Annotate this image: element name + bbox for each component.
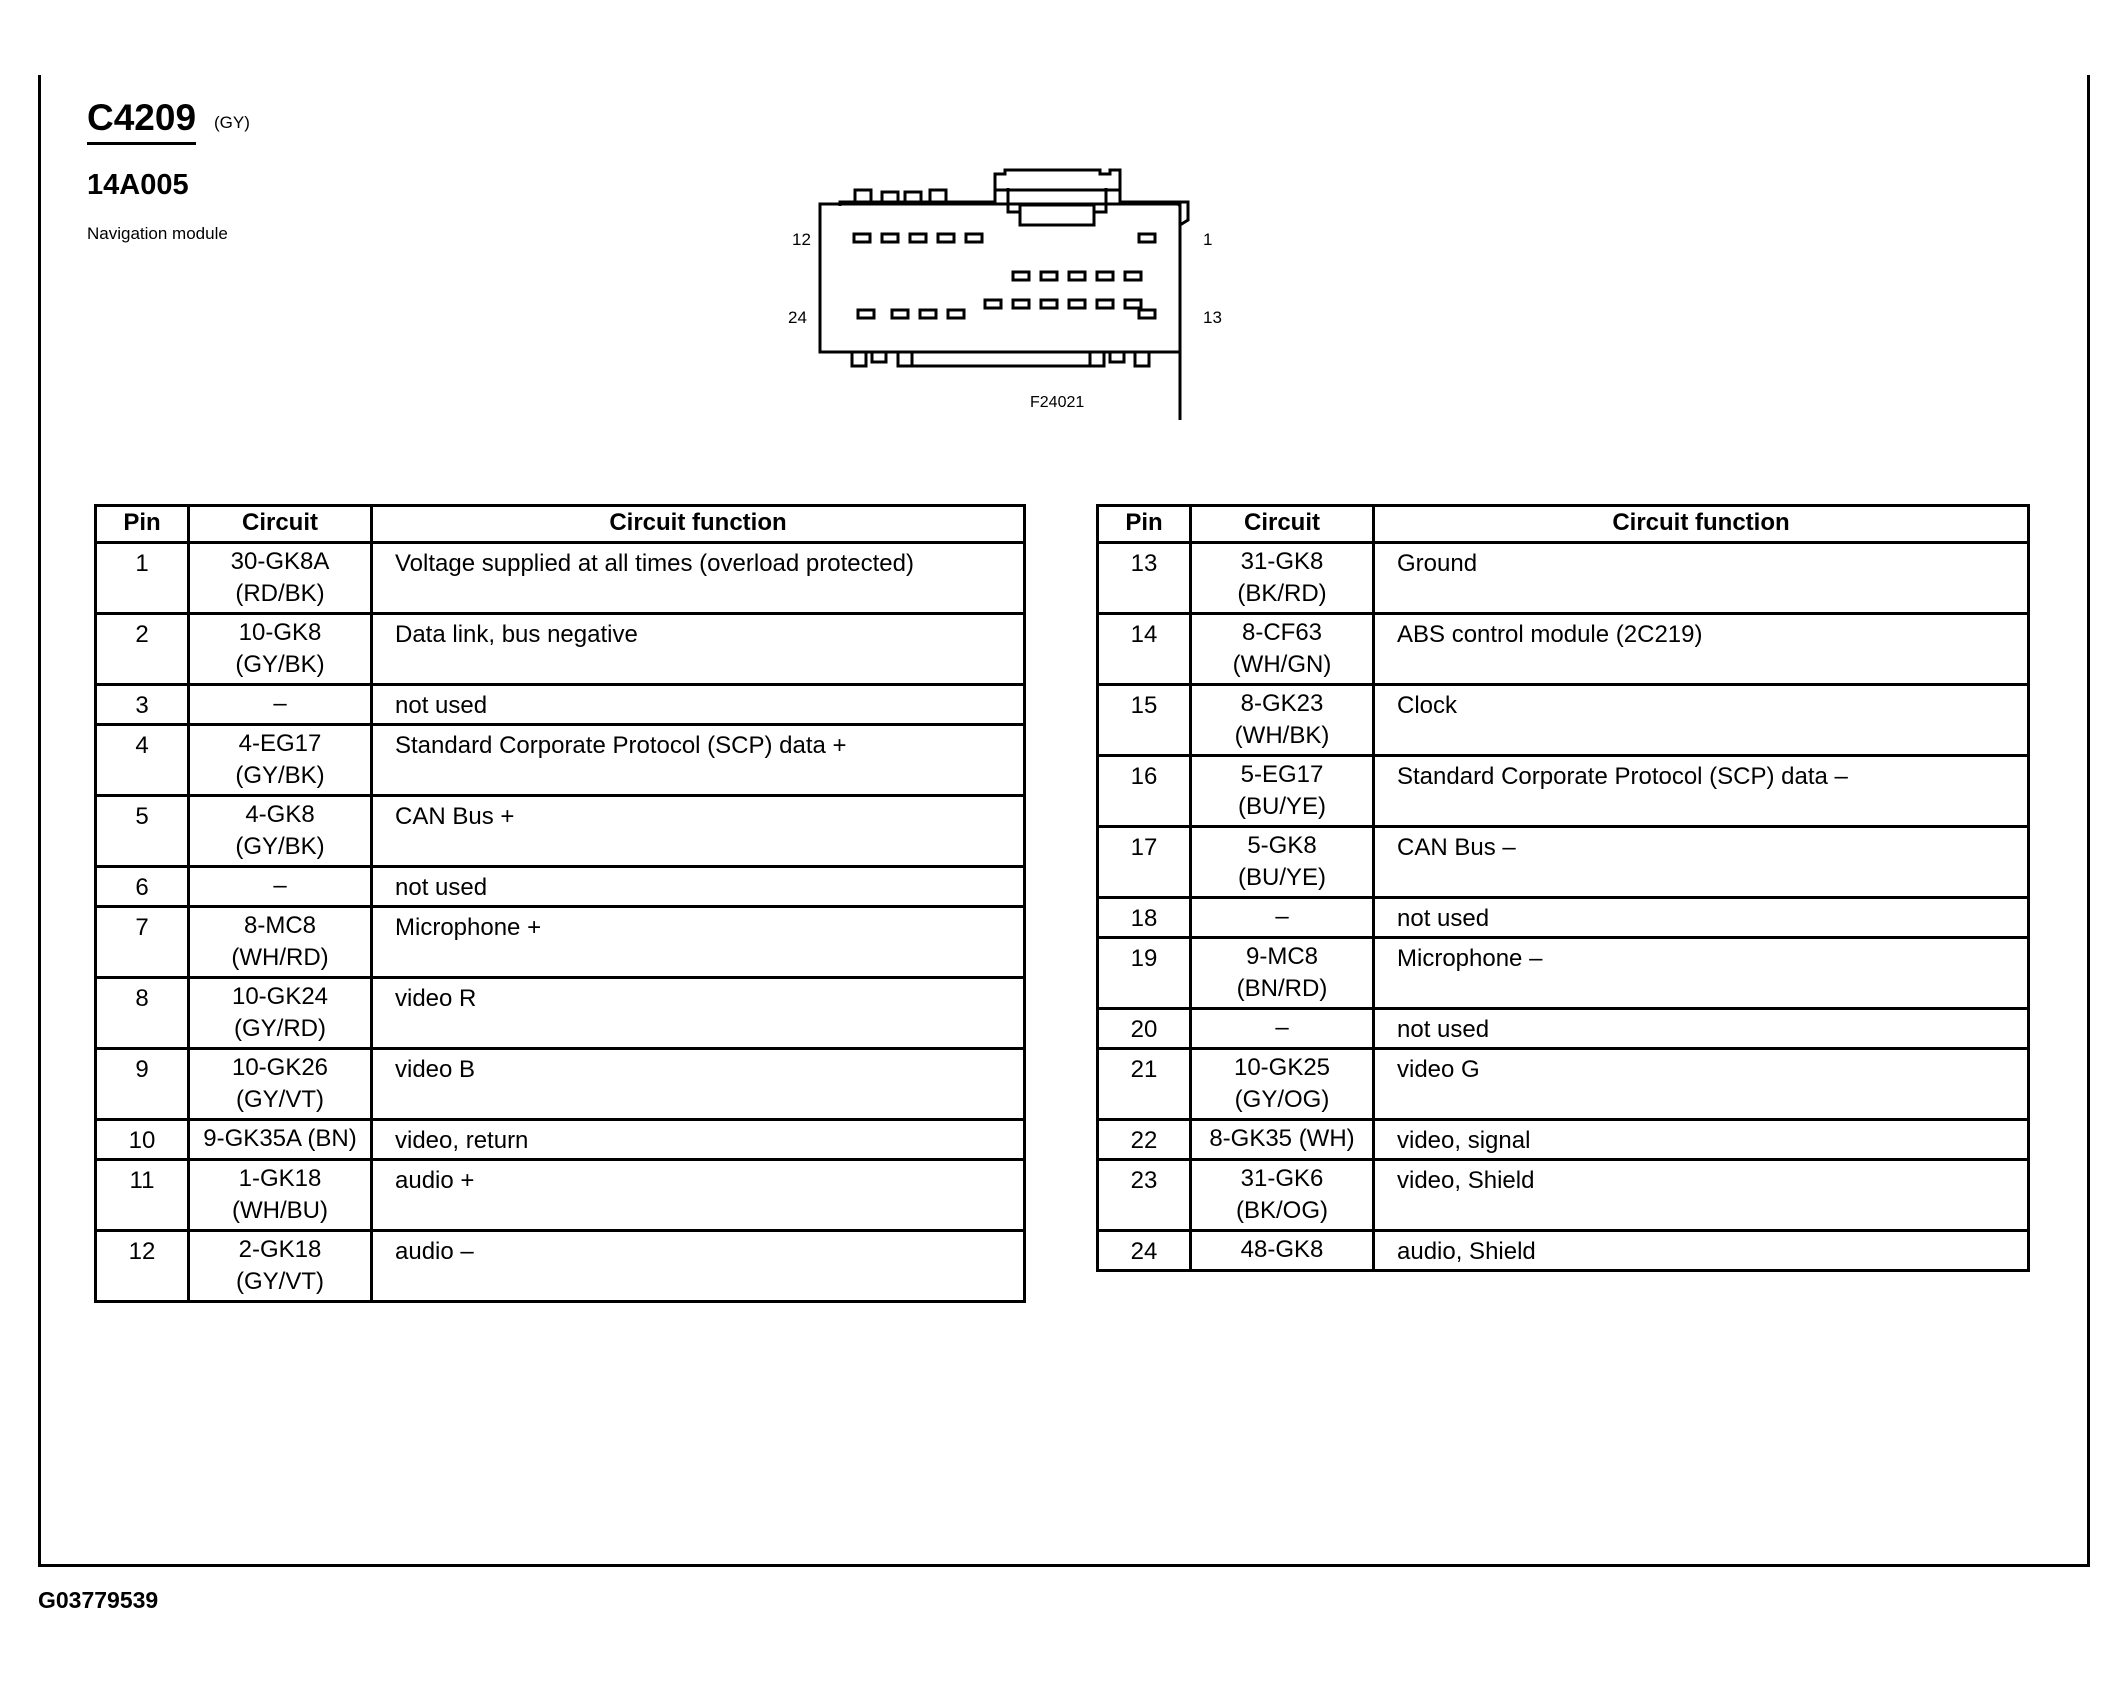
table-row xyxy=(96,1231,1025,1302)
function-cell: not used xyxy=(1374,898,2029,938)
circuit-cell: 31-GK6 (BK/OG) xyxy=(1191,1160,1374,1231)
table-row xyxy=(1098,614,2029,685)
pin-label-12: 12 xyxy=(792,230,811,249)
pin-table-right xyxy=(1096,504,2030,1272)
header-circuit: Circuit xyxy=(1191,506,1374,543)
circuit-cell: – xyxy=(189,685,372,725)
function-cell: CAN Bus + xyxy=(372,796,1025,867)
circuit-cell: 10-GK8 (GY/BK) xyxy=(189,614,372,685)
latch-window xyxy=(1020,205,1094,225)
circuit-cell: – xyxy=(189,867,372,907)
circuit-cell: 4-EG17 (GY/BK) xyxy=(189,725,372,796)
pin-cell: 17 xyxy=(1098,827,1191,898)
table-row xyxy=(96,796,1025,867)
header-function: Circuit function xyxy=(372,506,1025,543)
pin-cell: 11 xyxy=(96,1160,189,1231)
function-cell: Ground xyxy=(1374,543,2029,614)
table-row xyxy=(96,725,1025,796)
pin-cell: 19 xyxy=(1098,938,1191,1009)
table-row xyxy=(96,867,1025,907)
pin-cell: 18 xyxy=(1098,898,1191,938)
table-row xyxy=(96,978,1025,1049)
function-cell: video, Shield xyxy=(1374,1160,2029,1231)
circuit-cell: 4-GK8 (GY/BK) xyxy=(189,796,372,867)
function-cell: audio – xyxy=(372,1231,1025,1302)
circuit-cell: 5-GK8 (BU/YE) xyxy=(1191,827,1374,898)
function-cell: not used xyxy=(372,685,1025,725)
circuit-cell: 8-CF63 (WH/GN) xyxy=(1191,614,1374,685)
table-row xyxy=(96,1120,1025,1160)
table-header-row xyxy=(96,506,1025,543)
pin-cell: 16 xyxy=(1098,756,1191,827)
table-row xyxy=(96,543,1025,614)
table-row xyxy=(1098,543,2029,614)
pin-cell: 3 xyxy=(96,685,189,725)
circuit-cell: 8-GK23 (WH/BK) xyxy=(1191,685,1374,756)
table-row xyxy=(1098,1009,2029,1049)
pin-cell: 13 xyxy=(1098,543,1191,614)
function-cell: video, signal xyxy=(1374,1120,2029,1160)
pin-cell: 10 xyxy=(96,1120,189,1160)
header-circuit: Circuit xyxy=(189,506,372,543)
table-row xyxy=(96,685,1025,725)
pin-table-left xyxy=(94,504,1026,1303)
function-cell: Voltage supplied at all times (overload protected) xyxy=(372,543,1025,614)
part-number: 14A005 xyxy=(87,169,189,201)
pin-label-1: 1 xyxy=(1203,230,1213,249)
pin-cell: 6 xyxy=(96,867,189,907)
pin-cell: 22 xyxy=(1098,1120,1191,1160)
function-cell: Standard Corporate Protocol (SCP) data – xyxy=(1374,756,2029,827)
function-cell: video G xyxy=(1374,1049,2029,1120)
circuit-cell: 31-GK8 (BK/RD) xyxy=(1191,543,1374,614)
pin-row-top xyxy=(854,234,1155,242)
table-row xyxy=(1098,827,2029,898)
connector-color: (GY) xyxy=(214,113,250,132)
pin-cell: 5 xyxy=(96,796,189,867)
pin-cell: 15 xyxy=(1098,685,1191,756)
pin-cell: 21 xyxy=(1098,1049,1191,1120)
pin-table-right-body xyxy=(1098,543,2029,1271)
function-cell: CAN Bus – xyxy=(1374,827,2029,898)
circuit-cell: – xyxy=(1191,1009,1374,1049)
header-function: Circuit function xyxy=(1374,506,2029,543)
connector-face-diagram xyxy=(770,160,1340,420)
connector-body xyxy=(840,190,1180,420)
pin-cell: 1 xyxy=(96,543,189,614)
module-name: Navigation module xyxy=(87,224,228,243)
function-cell: not used xyxy=(1374,1009,2029,1049)
table-row xyxy=(1098,938,2029,1009)
circuit-cell: 10-GK25 (GY/OG) xyxy=(1191,1049,1374,1120)
pin-table-left-body xyxy=(96,543,1025,1302)
image-id: G03779539 xyxy=(38,1587,159,1613)
function-cell: video R xyxy=(372,978,1025,1049)
table-row xyxy=(96,1160,1025,1231)
pin-row-middle xyxy=(1013,272,1141,280)
function-cell: video, return xyxy=(372,1120,1025,1160)
table-row xyxy=(1098,1120,2029,1160)
function-cell: Microphone + xyxy=(372,907,1025,978)
circuit-cell: 8-MC8 (WH/RD) xyxy=(189,907,372,978)
pin-cell: 2 xyxy=(96,614,189,685)
function-cell: ABS control module (2C219) xyxy=(1374,614,2029,685)
connector-id: C4209 xyxy=(87,96,196,145)
pin-cell: 12 xyxy=(96,1231,189,1302)
table-row xyxy=(1098,685,2029,756)
function-cell: Data link, bus negative xyxy=(372,614,1025,685)
function-cell: Clock xyxy=(1374,685,2029,756)
circuit-cell: 10-GK24 (GY/RD) xyxy=(189,978,372,1049)
table-header-row xyxy=(1098,506,2029,543)
pin-label-24: 24 xyxy=(788,308,807,327)
pin-cell: 20 xyxy=(1098,1009,1191,1049)
header-pin: Pin xyxy=(96,506,189,543)
pin-cell: 23 xyxy=(1098,1160,1191,1231)
circuit-cell: 5-EG17 (BU/YE) xyxy=(1191,756,1374,827)
pin-cell: 24 xyxy=(1098,1231,1191,1271)
function-cell: audio, Shield xyxy=(1374,1231,2029,1271)
function-cell: video B xyxy=(372,1049,1025,1120)
circuit-cell: 48-GK8 xyxy=(1191,1231,1374,1271)
table-row xyxy=(96,614,1025,685)
pin-cell: 7 xyxy=(96,907,189,978)
circuit-cell: 8-GK35 (WH) xyxy=(1191,1120,1374,1160)
table-row xyxy=(1098,756,2029,827)
pin-cell: 9 xyxy=(96,1049,189,1120)
circuit-cell: 30-GK8A (RD/BK) xyxy=(189,543,372,614)
function-cell: not used xyxy=(372,867,1025,907)
figure-id: F24021 xyxy=(1030,394,1085,411)
table-row xyxy=(1098,1049,2029,1120)
circuit-cell: – xyxy=(1191,898,1374,938)
circuit-cell: 2-GK18 (GY/VT) xyxy=(189,1231,372,1302)
table-row xyxy=(1098,1231,2029,1271)
header-pin: Pin xyxy=(1098,506,1191,543)
function-cell: Standard Corporate Protocol (SCP) data + xyxy=(372,725,1025,796)
connector-latch xyxy=(995,170,1120,190)
table-row xyxy=(96,1049,1025,1120)
pin-row-bottom xyxy=(858,300,1155,318)
table-row xyxy=(96,907,1025,978)
circuit-cell: 1-GK18 (WH/BU) xyxy=(189,1160,372,1231)
circuit-cell: 9-MC8 (BN/RD) xyxy=(1191,938,1374,1009)
pin-cell: 4 xyxy=(96,725,189,796)
circuit-cell: 10-GK26 (GY/VT) xyxy=(189,1049,372,1120)
function-cell: Microphone – xyxy=(1374,938,2029,1009)
pin-cell: 8 xyxy=(96,978,189,1049)
function-cell: audio + xyxy=(372,1160,1025,1231)
table-row xyxy=(1098,898,2029,938)
pin-cell: 14 xyxy=(1098,614,1191,685)
table-row xyxy=(1098,1160,2029,1231)
pin-label-13: 13 xyxy=(1203,308,1222,327)
circuit-cell: 9-GK35A (BN) xyxy=(189,1120,372,1160)
